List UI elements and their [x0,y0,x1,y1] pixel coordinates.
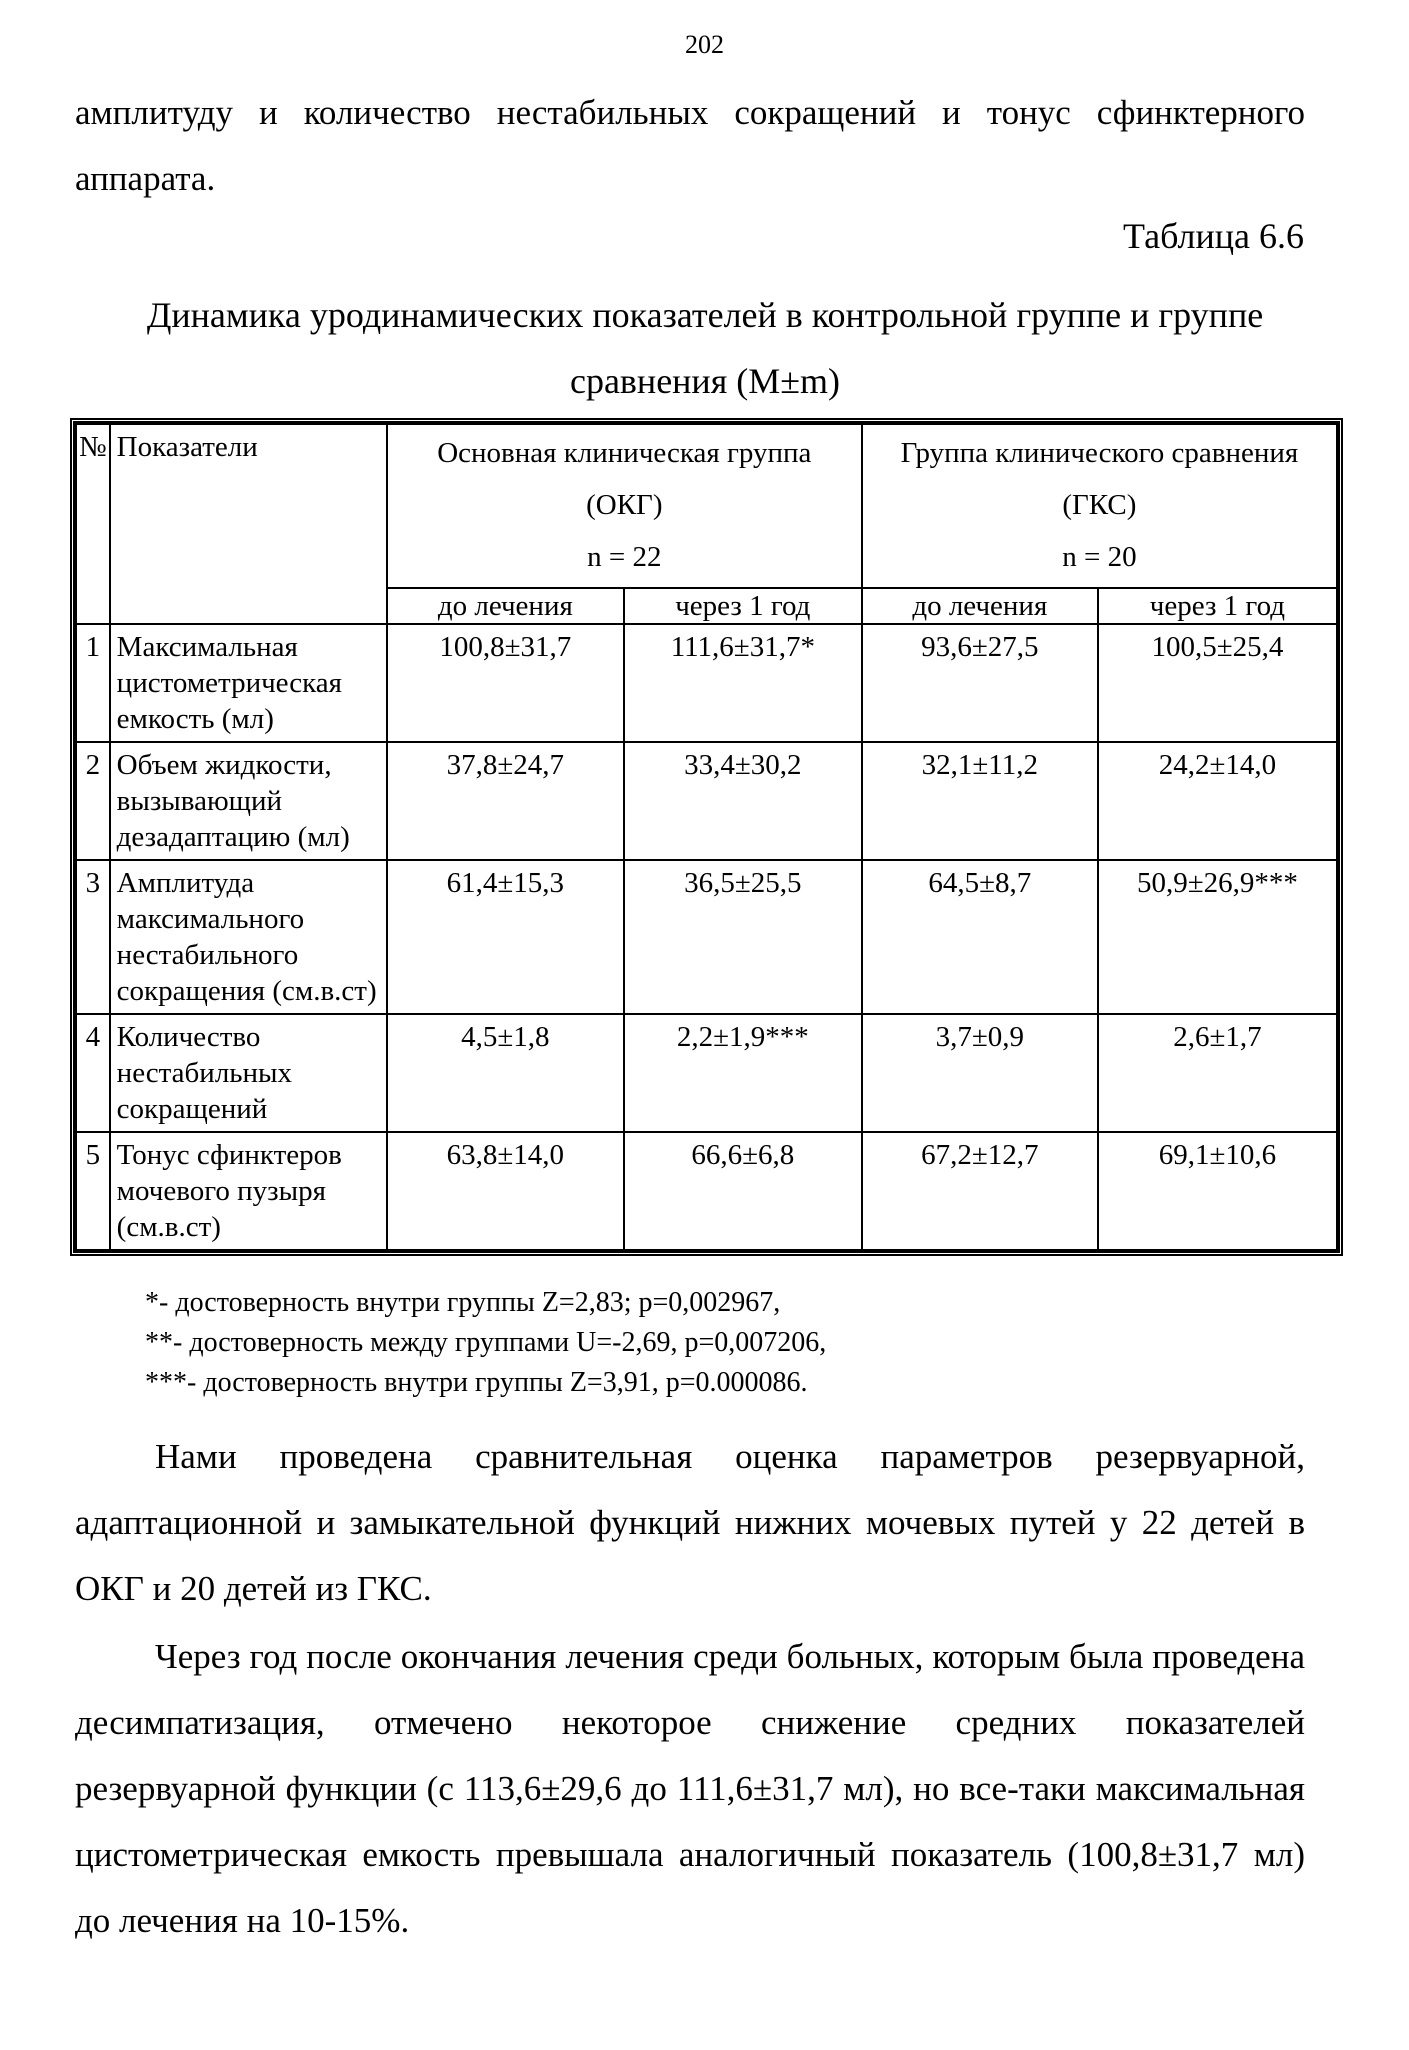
row-number: 3 [76,860,110,1014]
row-number: 4 [76,1014,110,1132]
urodynamics-table [75,423,1338,1251]
cell-gks-before: 64,5±8,7 [862,860,1098,1014]
cell-okg-after: 2,2±1,9*** [624,1014,862,1132]
subheader-gks-before: до лечения [862,588,1098,624]
row-indicator: Максимальная цистометрическая емкость (мл) [110,624,387,742]
col-header-indicator: Показатели [110,424,387,624]
row-indicator: Тонус сфинктеров мочевого пузыря (см.в.ст) [110,1132,387,1250]
table-label: Таблица 6.6 [1123,216,1304,256]
table-row [76,742,1337,860]
cell-okg-before: 61,4±15,3 [387,860,624,1014]
cell-okg-after: 111,6±31,7* [624,624,862,742]
cell-gks-before: 3,7±0,9 [862,1014,1098,1132]
row-indicator: Амплитуда максимального нестабильного сокращения (см.в.ст) [110,860,387,1014]
cell-okg-before: 37,8±24,7 [387,742,624,860]
cell-okg-after: 36,5±25,5 [624,860,862,1014]
cell-okg-before: 100,8±31,7 [387,624,624,742]
table-row [76,1132,1337,1250]
cell-gks-after: 100,5±25,4 [1098,624,1337,742]
row-number: 2 [76,742,110,860]
group-header-okg [387,424,862,588]
row-number: 5 [76,1132,110,1250]
note-line: ***- достоверность внутри группы Z=3,91, p=0.000086. [145,1367,808,1398]
group-gks-n: n = 20 [1062,541,1137,573]
body-paragraph: Через год после окончания лечения среди больных, которым была проведена десимпатизация, отмечено некоторое снижение средних показателей резервуарной функции (с 113,6±29,6 до 111,6±31,7 мл), но все-таки максимальная цистометрическая емкость превышала аналогичный показатель (100,8±31,7 мл) до лечения на 10-15%. [75,1637,1305,1940]
table-title: Динамика уродинамических показателей в контрольной группе и группе сравнения (M±m) [146,295,1264,401]
group-gks-name: Группа клинического сравнения [900,437,1299,469]
body-paragraph: Нами проведена сравнительная оценка параметров резервуарной, адаптационной и замыкательной функций нижних мочевых путей у 22 детей в ОКГ и 20 детей из ГКС. [75,1437,1305,1608]
page-number: 202 [685,30,724,59]
subheader-gks-after: через 1 год [1098,588,1337,624]
group-gks-abbr: (ГКС) [1062,489,1137,521]
cell-gks-before: 93,6±27,5 [862,624,1098,742]
cell-gks-before: 32,1±11,2 [862,742,1098,860]
cell-gks-after: 24,2±14,0 [1098,742,1337,860]
cell-gks-before: 67,2±12,7 [862,1132,1098,1250]
row-indicator: Объем жидкости, вызывающий дезадаптацию (мл) [110,742,387,860]
note-line: *- достоверность внутри группы Z=2,83; p=0,002967, [145,1287,781,1318]
group-header-gks [862,424,1337,588]
cell-gks-after: 69,1±10,6 [1098,1132,1337,1250]
cell-gks-after: 2,6±1,7 [1098,1014,1337,1132]
cell-okg-after: 66,6±6,8 [624,1132,862,1250]
subheader-okg-before: до лечения [387,588,624,624]
row-number: 1 [76,624,110,742]
group-okg-n: n = 22 [587,541,662,573]
table-row [76,624,1337,742]
table-row [76,860,1337,1014]
urodynamics-table-frame [70,418,1343,1256]
group-okg-abbr: (ОКГ) [586,489,663,521]
cell-okg-after: 33,4±30,2 [624,742,862,860]
row-indicator: Количество нестабильных сокращений [110,1014,387,1132]
subheader-okg-after: через 1 год [624,588,862,624]
group-okg-name: Основная клиническая группа [437,437,812,469]
cell-okg-before: 4,5±1,8 [387,1014,624,1132]
col-header-number: № [76,424,110,624]
intro-paragraph: амплитуду и количество нестабильных сокращений и тонус сфинктерного аппарата. [75,93,1305,198]
cell-okg-before: 63,8±14,0 [387,1132,624,1250]
note-line: **- достоверность между группами U=-2,69, p=0,007206, [145,1327,827,1358]
table-notes [145,1283,826,1403]
table-row [76,1014,1337,1132]
cell-gks-after: 50,9±26,9*** [1098,860,1337,1014]
